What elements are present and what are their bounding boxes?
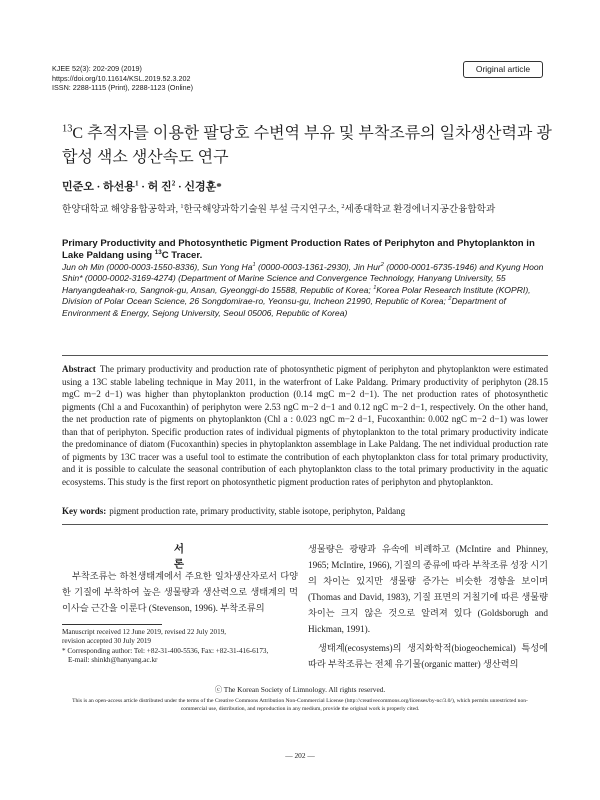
english-title-part-1: Primary Productivity and Photosynthetic Pigment Production Rates of Periphyton and Phytoplankton in Lake Paldang using [62,238,535,262]
abstract-label: Abstract [62,364,96,374]
abstract [62,363,548,488]
en-sup-3: 1 [373,284,377,291]
keywords [62,505,548,517]
abstract-text: The primary productivity and production rate of photosynthetic pigment of periphyton and phytoplankton were estimated using a 13C stable labeling technique in May 2011, in the waterfront of Lake Paldang. Primary productivity of periphyton (28.15 mgC m−2 d−1) was higher than phytoplankton production (0.14 mgC m−2 d−1). The net production rates of photosynthetic pigments (Chl a and Fucoxanthin) of periphyton were 2.53 ngC m−2 d−1 and 0.12 ngC m−2 d−1, respectively. On the other hand, the net production rate of pigments on phytoplankton (Chl a : 0.023 ngC m−2 d−1, Fucoxanthin: 0.002 ngC m−2 d−1) was lower than that of periphyton. Specific production rates of individual pigments of phytoplankton to the total primary productivity indicate the predominance of diatom (Fucoxanthin) species in phytoplankton assemblage in Lake Paldang. The net individual production rate of pigments by 13C tracer was a useful tool to estimate the contribution of each phytoplankton class for total primary productivity, and it is possible to calculate the seasonal contribution of each phytoplankton class to the total primary productivity in the aquatic ecosystems. This study is the first report on photosynthetic pigment production rates of periphyton and phytoplankton. [62,364,548,487]
corresponding-email[interactable]: E-mail: shinkh@hanyang.ac.kr [68,656,158,665]
revision-accepted: revision accepted 30 July 2019 [62,637,152,646]
affil-1: 한양대학교 해양융합공학과, [62,204,181,215]
abstract-top-rule [62,355,548,356]
corresponding-author: * Corresponding author: Tel: +82-31-400-5536, Fax: +82-31-416-6173, [62,646,269,655]
korean-authors [62,180,222,194]
keywords-text: pigment production rate, primary productivity, stable isotope, periphyton, Paldang [109,506,406,516]
author-sup-1: 1 [134,179,139,188]
korean-title [62,122,552,170]
issn-line: ISSN: 2288-1115 (Print), 2288-1123 (Online) [52,83,194,93]
english-title [62,238,542,262]
manuscript-received: Manuscript received 12 June 2019, revised 22 July 2019, [62,628,227,636]
doi-link[interactable]: https://doi.org/10.11614/KSL.2019.52.3.202 [52,73,191,83]
author-sup-2: 2 [171,179,176,188]
copyright-line: ⓒ The Korean Society of Limnology. All rights reserved. [214,685,386,694]
en-authors-1: Jun oh Min (0000-0003-1550-8336), Sun Yong Ha [62,262,253,272]
korean-title-text: C 추적자를 이용한 팔당호 수변역 부유 및 부착조류의 일차생산력과 광합성 색소 생산속도 연구 [62,125,552,166]
author-group-2: · 허 진 [138,181,172,193]
journal-citation: KJEE 52(3): 202-209 (2019) [52,64,142,73]
en-sup-1: 1 [252,262,256,269]
affil-3: 세종대학교 환경에너지공간융합학과 [344,204,496,215]
affil-sup-2: 2 [341,202,345,210]
footnotes [62,628,302,666]
intro-left-column [62,568,298,616]
affil-sup-1: 1 [180,202,184,210]
intro-left-paragraph: 부착조류는 하천생태계에서 주요한 일차생산자로서 다양한 기질에 부착하여 높은 생물량과 생산력으로 생태계의 먹이사슬 근간을 이룬다 (Stevenson, 1996). 부착조류의 [62,571,298,613]
page-number: — 202 — [285,751,315,760]
affil-2: 한국해양과학기술원 부설 극지연구소, [183,204,342,215]
en-authors-3: (0000-0001-6735-1946) and Kyung Hoon Shin* (0000-0002-3169-4274) (Department of Marine Science and Convergence Technology, Hanyang University, 55 Hanyangdeahak-ro, Sangnok-gu, Ansan, Gyeonggi-do 15588, Republic of Korea; [62,262,544,295]
article-type-badge: Original article [463,61,543,78]
en-authors-2: (0000-0003-1361-2930), Jin Hur [255,262,381,272]
english-title-sup: 13 [154,249,162,257]
en-sup-2: 2 [380,262,384,269]
journal-meta [52,64,193,93]
author-group-1: 민준오 · 하선용 [62,181,135,193]
en-inst-3: Department of Environment & Energy, Sejong University, Seoul 05006, Republic of Korea) [62,296,506,318]
keywords-label: Key words: [62,506,107,516]
en-sup-4: 2 [448,296,452,303]
license-notice: This is an open-access article distributed under the terms of the Creative Commons Attribution Non-Commercial License (http://creativecommons.org/licenses/by-nc/3.0/), which permits unrestricted non-commercial use, distribution, and reproduction in any medium, provide the original work is properly cited. [72,698,528,712]
english-affiliations [62,262,546,319]
author-group-3: · 신경훈* [175,181,222,193]
intro-right-paragraph-1: 생물량은 광량과 유속에 비례하고 (McIntire and Phinney, 1965; McIntire, 1966), 기질의 종류에 따라 부착조류 성장 시기의 차이는 있지만 생물량 증가는 비슷한 경향을 보이며 (Thomas and David, 1983), 기질 표면의 거칠기에 따른 생물량 차이는 크지 않은 것으로 알려져 있다 (Goldsborugh and Hickman, 1991). [308,544,548,634]
abstract-bottom-rule [62,524,548,525]
intro-right-paragraph-2: 생태계(ecosystems)의 생지화학적(biogeochemical) 특성에 따라 부착조류는 전체 유기물(organic matter) 생산력의 [308,643,548,669]
intro-heading: 서 론 [173,544,207,570]
title-isotope-sup: 13 [62,123,73,135]
english-title-part-2: C Tracer. [161,250,203,262]
footnote-rule [62,624,162,625]
intro-right-column [308,541,548,672]
korean-affiliations [62,204,552,216]
en-inst-2: Korea Polar Research Institute (KOPRI), Division of Polar Ocean Science, 26 Songdomirae-ro, Yeonsu-gu, Incheon 21990, Republic of Korea; [62,284,531,307]
